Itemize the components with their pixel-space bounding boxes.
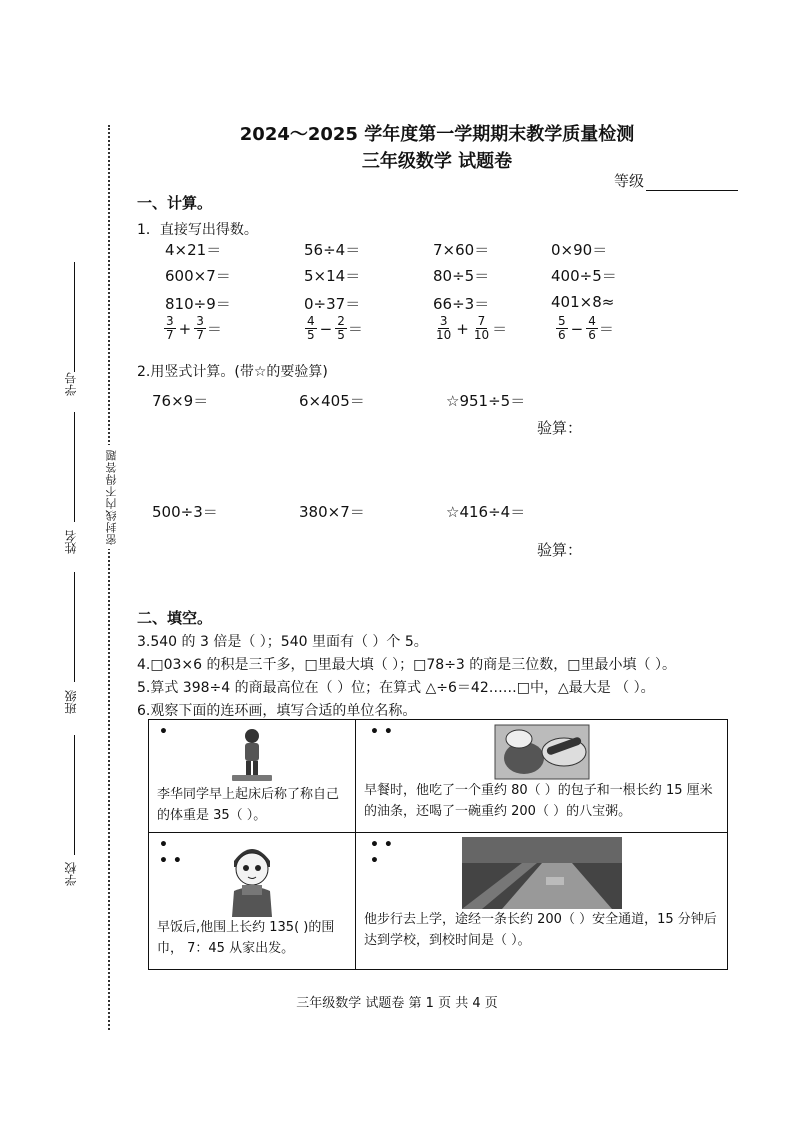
fraction: 3 10: [436, 314, 452, 342]
question-5: 5.算式 398÷4 的商最高位在（ ）位；在算式 △÷6＝42……□中，△最大是 （ ）。: [137, 680, 655, 696]
section2-heading: 二、填空。: [137, 609, 213, 627]
oral-item: 401×8≈: [551, 293, 615, 311]
oral-item: 56÷4＝: [304, 241, 361, 259]
fraction-item: 4 5 − $\frac{2}{5}$ ＝: [307, 314, 363, 342]
panel-marker: • • •: [159, 837, 182, 869]
boy-with-scarf-illustration: [224, 837, 280, 917]
seal-warning: 密封线内不得答题: [104, 445, 120, 549]
side-line-school: [74, 735, 75, 855]
oral-item: 4×21＝: [165, 241, 222, 259]
side-label-name: 姓名: [64, 530, 78, 554]
panel-marker: • •: [370, 724, 393, 740]
check-label: 验算：: [537, 541, 583, 559]
boy-on-scale-illustration: [227, 726, 277, 784]
vertical-item: 6×405＝: [299, 392, 365, 410]
panel-3-text: 早饭后,他围上长约 135( )的围巾， 7：45 从家出发。: [157, 920, 335, 956]
grade-field[interactable]: [614, 170, 738, 191]
oral-item: 600×7＝: [165, 267, 231, 285]
fraction: $\frac{4}{6}$: [588, 314, 596, 342]
exam-title: 2024～2025 学年度第一学期期末教学质量检测: [239, 124, 635, 145]
vertical-item: 380×7＝: [299, 503, 365, 521]
question-6: 6.观察下面的连环画，填写合适的单位名称。: [137, 703, 417, 719]
grade-label: 等级: [614, 172, 645, 190]
comic-panel-1: [149, 720, 356, 833]
oral-item: 5×14＝: [304, 267, 361, 285]
seal-dotted-line: [108, 125, 110, 1030]
side-label-school: 学校: [64, 862, 78, 886]
walkway-photo: [462, 837, 622, 909]
vertical-item: 500÷3＝: [152, 503, 218, 521]
side-line-name: [74, 412, 75, 522]
question-3: 3.540 的 3 倍是（ ）；540 里面有（ ）个 5。: [137, 634, 428, 650]
fraction: 4 5: [307, 314, 315, 342]
panel-1-text: 李华同学早上起床后称了称自己的体重是 35（ ）。: [157, 787, 340, 823]
exam-subtitle: 三年级数学 试题卷: [361, 151, 513, 172]
oral-item: 0×90＝: [551, 241, 608, 259]
comic-strip: [148, 719, 728, 970]
comic-panel-2: [356, 720, 728, 833]
question-4: 4.□03×6 的积是三千多，□里最大填（ ）；□78÷3 的商是三位数，□里最小填（ ）。: [137, 657, 676, 673]
oral-item: 810÷9＝: [165, 295, 231, 313]
comic-panel-4: [356, 833, 728, 970]
q1-label: 1．直接写出得数。: [137, 222, 258, 238]
fraction-item: 5 6 − $\frac{4}{6}$ ＝: [558, 314, 614, 342]
oral-item: 80÷5＝: [433, 267, 490, 285]
page-footer: 三年级数学 试题卷 第 1 页 共 4 页: [296, 996, 498, 1011]
vertical-item: 76×9＝: [152, 392, 209, 410]
breakfast-food-illustration: [494, 724, 590, 780]
side-label-class: 班级: [64, 690, 78, 714]
fraction-item: 3 10 + $\frac{7}{10}$ ＝: [436, 314, 508, 342]
fraction: $\frac{2}{5}$: [337, 314, 345, 342]
check-label: 验算：: [537, 419, 583, 437]
vertical-item: ☆416÷4＝: [446, 503, 526, 521]
q2-label: 2.用竖式计算。(带☆的要验算): [137, 364, 328, 380]
vertical-item: ☆951÷5＝: [446, 392, 526, 410]
section1-heading: 一、计算。: [137, 194, 213, 212]
panel-marker: • • •: [370, 837, 393, 869]
grade-blank[interactable]: [646, 176, 738, 191]
oral-item: 400÷5＝: [551, 267, 617, 285]
oral-item: 7×60＝: [433, 241, 490, 259]
fraction: 5 6: [558, 314, 566, 342]
side-line-student-no: [74, 262, 75, 372]
fraction-item: 3 7 + $\frac{3}{7}$ ＝: [166, 314, 222, 342]
panel-marker: •: [159, 724, 168, 740]
side-line-class: [74, 572, 75, 682]
oral-item: 66÷3＝: [433, 295, 490, 313]
panel-2-text: 早餐时，他吃了一个重约 80（ ）的包子和一根长约 15 厘米的油条，还喝了一碗重约 200（ ）的八宝粥。: [364, 783, 713, 819]
side-label-student-no: 学号: [64, 372, 78, 396]
oral-item: 0÷37＝: [304, 295, 361, 313]
fraction: $\frac{7}{10}$: [473, 314, 490, 342]
panel-4-text: 他步行去上学，途经一条长约 200（ ）安全通道，15 分钟后达到学校，到校时间是（ ）。: [364, 912, 717, 948]
fraction: $\frac{3}{7}$: [196, 314, 204, 342]
fraction: 3 7: [166, 314, 174, 342]
comic-panel-3: [149, 833, 356, 970]
